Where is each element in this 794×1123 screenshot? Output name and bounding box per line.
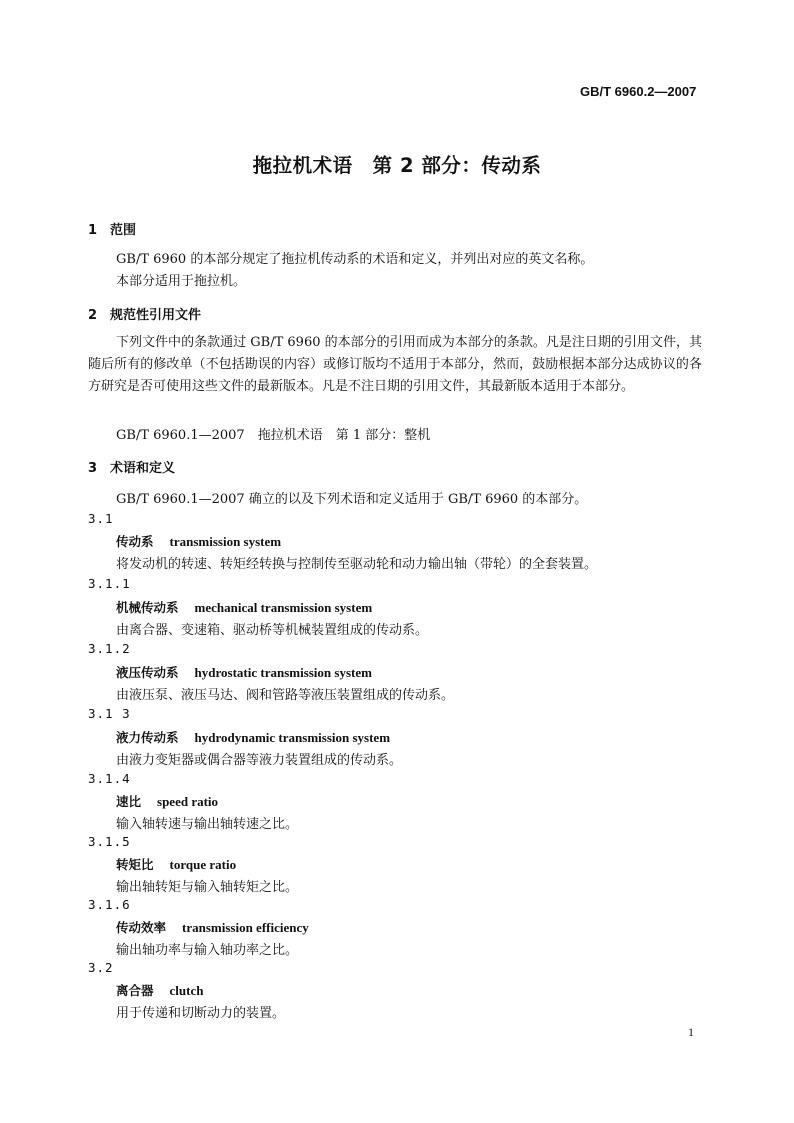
term-definition: 将发动机的转速、转矩经转换与控制传至驱动轮和动力输出轴（带轮）的全套装置。 xyxy=(116,557,598,572)
term-definition: 由液力变矩器或偶合器等液力装置组成的传动系。 xyxy=(116,753,403,768)
term-heading xyxy=(116,918,309,936)
section-1-paragraph: GB/T 6960 的本部分规定了拖拉机传动系的术语和定义，并列出对应的英文名称。 xyxy=(116,252,594,267)
term-number: 3.2 xyxy=(88,960,114,975)
term-zh: 转矩比 xyxy=(116,857,154,872)
term-definition: 由液压泵、液压马达、阀和管路等液压装置组成的传动系。 xyxy=(116,688,455,703)
term-en: speed ratio xyxy=(157,794,219,809)
term-heading xyxy=(116,855,236,873)
term-heading xyxy=(116,663,372,681)
standard-number: GB/T 6960.2—2007 xyxy=(580,84,697,99)
term-zh: 传动系 xyxy=(116,534,154,549)
term-definition: 输出轴转矩与输入轴转矩之比。 xyxy=(116,880,299,895)
document-title: 拖拉机术语 第 2 部分：传动系 xyxy=(252,154,542,177)
term-number: 3.1.5 xyxy=(88,834,131,849)
term-en: clutch xyxy=(169,983,204,998)
term-number: 3.1.6 xyxy=(88,897,131,912)
term-heading xyxy=(116,598,372,616)
term-en: torque ratio xyxy=(169,857,237,872)
term-en: transmission system xyxy=(169,534,282,549)
page-number: 1 xyxy=(688,1025,694,1039)
term-number: 3.1 xyxy=(88,511,114,526)
term-en: hydrodynamic transmission system xyxy=(194,730,391,745)
term-heading xyxy=(116,981,203,999)
term-number: 3.1.4 xyxy=(88,771,131,786)
term-en: mechanical transmission system xyxy=(194,600,373,615)
term-en: hydrostatic transmission system xyxy=(194,665,372,680)
term-heading xyxy=(116,792,218,810)
term-heading xyxy=(116,532,281,550)
term-zh: 速比 xyxy=(116,794,142,809)
section-number: 3 xyxy=(88,461,98,476)
term-zh: 机械传动系 xyxy=(116,600,179,615)
term-heading xyxy=(116,728,390,746)
section-title: 术语和定义 xyxy=(110,461,176,476)
section-1-paragraph: 本部分适用于拖拉机。 xyxy=(116,274,247,289)
term-zh: 离合器 xyxy=(116,983,154,998)
term-number: 3.1 3 xyxy=(88,706,131,721)
term-number: 3.1.2 xyxy=(88,641,131,656)
term-definition: 输出轴功率与输入轴功率之比。 xyxy=(116,943,299,958)
term-zh: 传动效率 xyxy=(116,920,167,935)
section-number: 2 xyxy=(88,308,98,323)
term-zh: 液压传动系 xyxy=(116,665,179,680)
section-title: 范围 xyxy=(110,223,137,238)
section-2-heading xyxy=(88,304,201,323)
term-zh: 液力传动系 xyxy=(116,730,179,745)
section-2-paragraph: 下列文件中的条款通过 GB/T 6960 的本部分的引用而成为本部分的条款。凡是注日期的引用文件，其随后所有的修改单（不包括勘误的内容）或修订版均不适用于本部分，然而，鼓励根据本部分达成协议的各方研究是否可使用这些文件的最新版本。凡是不注日期的引用文件，其最新版本适用于本部分。 xyxy=(88,335,702,394)
section-title: 规范性引用文件 xyxy=(110,308,202,323)
term-definition: 输入轴转速与输出轴转速之比。 xyxy=(116,817,299,832)
section-3-intro: GB/T 6960.1—2007 确立的以及下列术语和定义适用于 GB/T 6960 的本部分。 xyxy=(116,492,588,507)
section-3-heading xyxy=(88,457,175,476)
term-definition: 由离合器、变速箱、驱动桥等机械装置组成的传动系。 xyxy=(116,623,429,638)
section-1-heading xyxy=(88,219,136,238)
term-number: 3.1.1 xyxy=(88,576,131,591)
term-definition: 用于传递和切断动力的装置。 xyxy=(116,1006,286,1021)
normative-reference: GB/T 6960.1—2007 拖拉机术语 第 1 部分：整机 xyxy=(116,428,431,443)
section-number: 1 xyxy=(88,223,98,238)
term-en: transmission efficiency xyxy=(182,920,309,935)
